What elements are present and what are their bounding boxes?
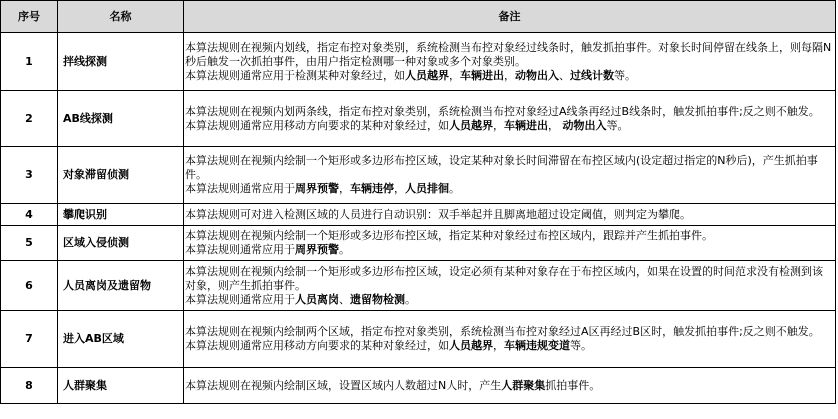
note-text: 本算法规则通常应用移动方向要求的某种对象经过，如 xyxy=(185,118,449,132)
note-highlight: 人员越界 xyxy=(405,68,449,82)
note-text: 本算法规则在视频内绘制一个矩形或多边形布控区域，指定某种对象经过布控区域内，跟踪并产生抓拍事件。 xyxy=(185,229,713,242)
note-highlight: 车辆违规变道 xyxy=(504,339,570,352)
note-line xyxy=(185,379,833,393)
row-note xyxy=(184,368,836,404)
row-index: 4 xyxy=(1,204,58,226)
table-row xyxy=(1,147,836,204)
note-line xyxy=(185,119,833,133)
note-text: 本算法规则在视频内绘制区域，设置区域内人数超过N人时，产生 xyxy=(185,378,502,392)
table-row xyxy=(1,261,836,311)
note-highlight: 人员离岗 xyxy=(295,292,339,306)
note-text: ， xyxy=(493,118,504,132)
note-highlight: 人员排徊 xyxy=(405,182,449,195)
row-name: 进入AB区域 xyxy=(58,311,184,368)
note-text: ， xyxy=(548,118,563,132)
note-text: 、 xyxy=(339,292,350,306)
note-line xyxy=(185,243,833,257)
note-line xyxy=(185,293,833,307)
table-row xyxy=(1,368,836,404)
row-name: AB线探测 xyxy=(58,91,184,147)
note-highlight: 过线计数 xyxy=(570,68,614,82)
note-line xyxy=(185,69,833,83)
note-line xyxy=(185,229,833,243)
row-note xyxy=(184,147,836,204)
note-text: ， xyxy=(339,182,350,195)
row-name: 对象滞留侦测 xyxy=(58,147,184,204)
note-highlight: 车辆进出 xyxy=(460,68,504,82)
row-name: 人员离岗及遗留物 xyxy=(58,261,184,311)
row-index: 8 xyxy=(1,368,58,404)
note-text: 等。 xyxy=(614,68,636,82)
note-text: 本算法规则通常应用于 xyxy=(185,292,295,306)
note-text: 本算法规则在视频内绘制两个区域，指定布控对象类别，系统检测当布控对象经过A区再经过B区时，触发抓拍事件;反之则不触发。 xyxy=(185,325,820,338)
note-text: 本算法规则通常应用于检测某种对象经过，如 xyxy=(185,68,405,82)
note-text: ， xyxy=(504,68,515,82)
note-text: 。 xyxy=(449,182,460,195)
note-line xyxy=(185,105,833,119)
row-note xyxy=(184,226,836,261)
row-index: 1 xyxy=(1,33,58,91)
row-index: 5 xyxy=(1,226,58,261)
note-highlight: 车辆违停 xyxy=(350,182,394,195)
row-name: 攀爬识别 xyxy=(58,204,184,226)
note-text: 本算法规则通常应用于 xyxy=(185,182,295,195)
note-highlight: 人群聚集 xyxy=(501,378,546,392)
note-highlight: 周界预警 xyxy=(295,182,339,195)
table-row xyxy=(1,226,836,261)
table-row xyxy=(1,204,836,226)
note-text: ， xyxy=(449,68,460,82)
header-name: 名称 xyxy=(58,1,184,33)
note-highlight: 动物出入 xyxy=(562,118,607,132)
note-highlight: 动物出入 xyxy=(515,68,559,82)
header-note: 备注 xyxy=(184,1,836,33)
note-line xyxy=(185,41,833,69)
row-note xyxy=(184,204,836,226)
row-name: 区域入侵侦测 xyxy=(58,226,184,261)
row-note xyxy=(184,311,836,368)
note-text: 抓拍事件。 xyxy=(545,378,601,392)
row-index: 6 xyxy=(1,261,58,311)
note-text: 等。 xyxy=(570,339,592,352)
note-text: 本算法规则在视频内绘制一个矩形或多边形布控区域，设定某种对象长时间滞留在布控区域内(设定超过指定的N秒后)，产生抓拍事件。 xyxy=(185,154,818,181)
note-text: 。 xyxy=(405,292,416,306)
row-index: 3 xyxy=(1,147,58,204)
header-index: 序号 xyxy=(1,1,58,33)
row-index: 2 xyxy=(1,91,58,147)
row-index: 7 xyxy=(1,311,58,368)
row-note xyxy=(184,91,836,147)
note-line xyxy=(185,208,833,222)
note-line xyxy=(185,265,833,293)
note-text: 、 xyxy=(559,68,570,82)
row-name: 拌线探测 xyxy=(58,33,184,91)
row-note xyxy=(184,261,836,311)
note-highlight: 人员越界 xyxy=(449,339,493,352)
table-row xyxy=(1,33,836,91)
note-text: 本算法规则可对进入检测区域的人员进行自动识别：双手举起并且脚离地超过设定阈值，则判定为攀爬。 xyxy=(185,207,691,221)
row-note xyxy=(184,33,836,91)
note-line xyxy=(185,339,833,353)
row-name: 人群聚集 xyxy=(58,368,184,404)
note-text: 本算法规则通常应用移动方向要求的某种对象经过，如 xyxy=(185,339,449,352)
note-text: ， xyxy=(493,339,504,352)
note-line xyxy=(185,154,833,182)
note-highlight: 人员越界 xyxy=(449,118,493,132)
note-text: ， xyxy=(394,182,405,195)
note-text: 本算法规则在视频内划线，指定布控对象类别，系统检测当布控对象经过线条时，触发抓拍事件。对象长时间停留在线条上，则每隔N秒后触发一次抓拍事件，由用户指定检测哪一种对象或多个对象类别。 xyxy=(185,40,832,68)
note-text: 本算法规则在视频内绘制一个矩形或多边形布控区域，设定必须有某种对象存在于布控区域内，如果在设置的时间范求没有检测到该对象，则产生抓拍事件。 xyxy=(185,264,823,292)
note-line xyxy=(185,182,833,196)
note-text: 等。 xyxy=(606,118,629,132)
note-text: 本算法规则通常应用于 xyxy=(185,243,295,256)
note-highlight: 遗留物检测 xyxy=(350,292,405,306)
note-text: 本算法规则在视频内划两条线，指定布控对象类别，系统检测当布控对象经过A线条再经过B线条时，触发抓拍事件;反之则不触发。 xyxy=(185,104,820,118)
note-text: 。 xyxy=(339,243,350,256)
note-highlight: 车辆进出 xyxy=(504,118,548,132)
note-highlight: 周界预警 xyxy=(295,243,339,256)
table-row xyxy=(1,311,836,368)
note-line xyxy=(185,325,833,339)
table-row xyxy=(1,91,836,147)
header-row xyxy=(1,1,836,33)
